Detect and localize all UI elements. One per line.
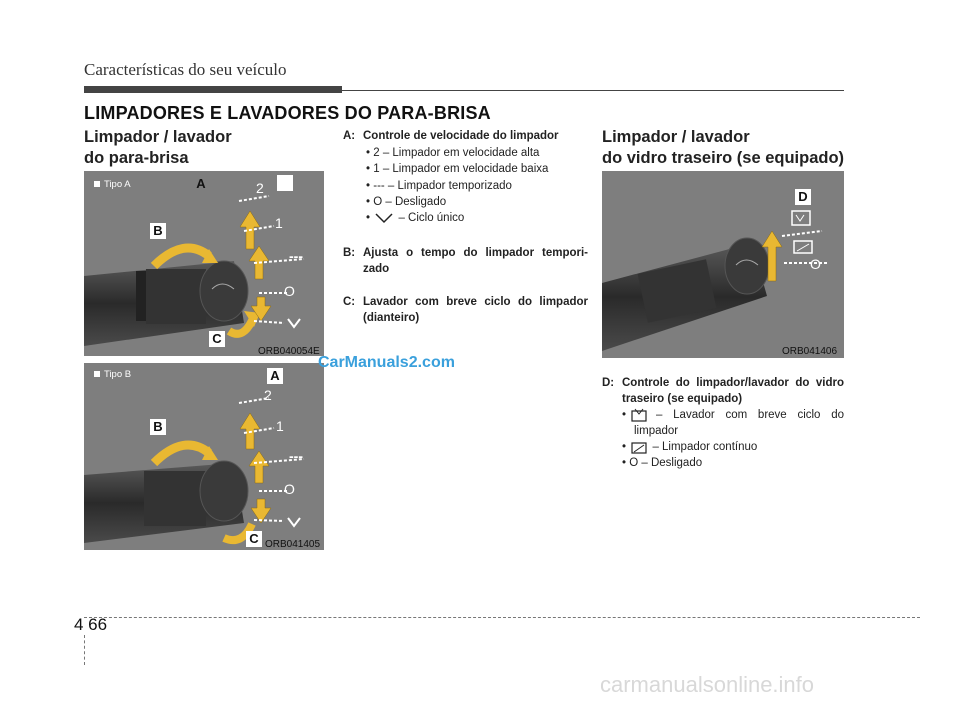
label-a-fig1: A xyxy=(196,176,206,191)
figure-wiper-type-b xyxy=(84,363,324,550)
svg-text:---: --- xyxy=(289,448,303,464)
square-bullet-icon xyxy=(94,371,100,377)
item-d xyxy=(602,375,844,391)
tipo-b-text: Tipo B xyxy=(104,369,132,380)
item-d-text-1: Controle do limpador/lavador do vidro xyxy=(622,377,844,389)
a-bullet-4-text: O – Desligado xyxy=(373,196,447,208)
tipo-a-label xyxy=(94,179,131,190)
d-bullet-1-cont: limpador xyxy=(634,425,679,437)
a-bullet-5: • – Ciclo único xyxy=(366,212,465,224)
item-c-label: C: xyxy=(343,296,356,308)
a-bullet-5-text: – Ciclo único xyxy=(398,212,465,224)
figure-code-b: ORB041405 xyxy=(265,539,321,550)
left-subtitle-line1: Limpador / lavador xyxy=(84,128,232,146)
watermark-carmanuals[interactable]: CarManuals2.com xyxy=(318,354,455,371)
item-d-cont xyxy=(622,391,742,407)
svg-text:2: 2 xyxy=(264,387,272,403)
rear-wiper-continuous-icon xyxy=(629,440,649,454)
label-b-fig1: B xyxy=(153,223,163,238)
right-subtitle-line2: do vidro traseiro (se equipado) xyxy=(602,149,845,167)
wiper-stalk-illustration-a xyxy=(84,171,324,356)
item-b-text-1: Ajusta o tempo do limpador tempori- xyxy=(363,247,588,259)
a-bullet-2-text: 1 – Limpador em velocidade baixa xyxy=(373,163,549,175)
left-subtitle-line2: do para-brisa xyxy=(84,149,189,167)
svg-text:O: O xyxy=(284,283,295,299)
item-b-label: B: xyxy=(343,247,356,259)
item-c xyxy=(343,294,588,310)
a-bullet-1-text: 2 – Limpador em velocidade alta xyxy=(373,147,540,159)
a-bullet-2: • 1 – Limpador em velocidade baixa xyxy=(366,163,549,175)
svg-text:O: O xyxy=(284,481,295,497)
right-subtitle xyxy=(602,127,844,169)
a-bullet-4: • O – Desligado xyxy=(366,196,447,208)
header-bar xyxy=(84,86,342,93)
item-c-cont xyxy=(363,310,419,326)
figure-wiper-type-a xyxy=(84,171,324,356)
item-c-text-1: Lavador com breve ciclo do limpador xyxy=(363,296,588,308)
left-subtitle xyxy=(84,127,232,169)
svg-text:1: 1 xyxy=(275,215,283,231)
tipo-b-label xyxy=(94,369,131,380)
label-b-fig2: B xyxy=(153,419,163,434)
d-bullet-1: • – Lavador com breve ciclo do xyxy=(622,409,844,421)
item-b-text-2: zado xyxy=(363,263,390,275)
svg-text:O: O xyxy=(810,256,821,272)
figure-rear-wiper xyxy=(602,171,844,358)
item-d-label: D: xyxy=(602,377,615,389)
tipo-a-text: Tipo A xyxy=(104,179,131,190)
d-bullet-1-text: – Lavador com breve ciclo do xyxy=(656,409,844,421)
figure-code-a: ORB040054E xyxy=(258,346,320,356)
item-a-text: Controle de velocidade do limpador xyxy=(363,130,559,142)
a-bullet-3: • --- – Limpador temporizado xyxy=(366,180,512,192)
svg-text:1: 1 xyxy=(276,418,284,434)
a-bullet-1: • 2 – Limpador em velocidade alta xyxy=(366,147,540,159)
label-c-fig1: C xyxy=(212,331,222,346)
d-bullet-2-text: – Limpador contínuo xyxy=(652,441,758,453)
item-c-text-2: (dianteiro) xyxy=(363,312,420,324)
a-bullet-3-text: --- – Limpador temporizado xyxy=(373,180,512,192)
section-title: LIMPADORES E LAVADORES DO PARA-BRISA xyxy=(84,103,491,123)
d-bullet-3: • O – Desligado xyxy=(622,457,703,469)
label-a-fig2: A xyxy=(270,368,280,383)
svg-text:2: 2 xyxy=(256,180,264,196)
wiper-stalk-illustration-b xyxy=(84,363,324,550)
footer-vertical-rule xyxy=(84,635,85,665)
svg-text:---: --- xyxy=(289,248,303,264)
page-number: 4 66 xyxy=(74,615,108,634)
site-watermark[interactable]: carmanualsonline.info xyxy=(600,672,815,697)
item-a-label: A: xyxy=(343,130,356,142)
header-rule xyxy=(342,90,844,91)
label-d: D xyxy=(798,189,808,204)
single-cycle-icon xyxy=(373,212,395,224)
item-b xyxy=(343,245,588,261)
right-subtitle-line1: Limpador / lavador xyxy=(602,128,750,146)
item-a xyxy=(343,128,588,144)
square-bullet-icon xyxy=(94,181,100,187)
running-header: Características do seu veículo xyxy=(84,60,287,79)
rear-washer-icon xyxy=(629,408,649,422)
d-bullet-2: • – Limpador contínuo xyxy=(622,441,758,453)
label-c-fig2: C xyxy=(249,531,259,546)
d-bullet-3-text: O – Desligado xyxy=(629,457,703,469)
figure-code-rear: ORB041406 xyxy=(782,346,838,357)
item-b-cont xyxy=(363,261,389,277)
footer-rule xyxy=(84,617,920,618)
item-d-text-2: traseiro (se equipado) xyxy=(622,393,743,405)
